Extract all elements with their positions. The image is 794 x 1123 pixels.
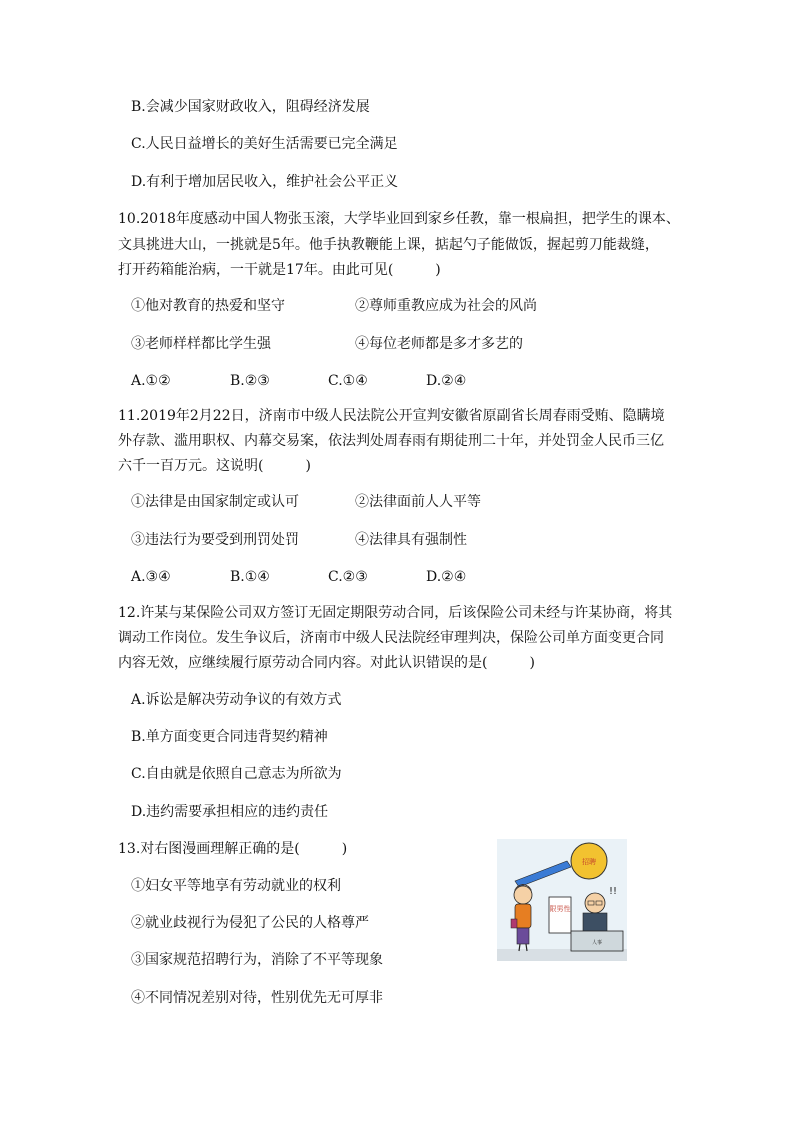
q11-item-3: ③违法行为要受到刑罚处罚 <box>131 532 299 548</box>
q9-option-c: C.人民日益增长的美好生活需要已完全满足 <box>131 136 398 152</box>
q11-stem-line-1: 11.2019年2月22日，济南市中级人民法院公开宣判安徽省原副省长周春雨受贿、隐瞒境 <box>118 408 665 424</box>
q12-stem-line-3: 内容无效，应继续履行原劳动合同内容。对此认识错误的是( ) <box>118 655 535 671</box>
q11-choice-c: C.②③ <box>328 569 368 585</box>
q12-stem-line-2: 调动工作岗位。发生争议后，济南市中级人民法院经审理判决，保险公司单方面变更合同 <box>118 630 664 646</box>
q11-item-4: ④法律具有强制性 <box>355 532 467 548</box>
q12-stem-line-1: 12.许某与某保险公司双方签订无固定期限劳动合同，后该保险公司未经与许某协商，将其 <box>118 605 673 621</box>
q11-stem-line-2: 外存款、滥用职权、内幕交易案，依法判处周春雨有期徒刑二十年，并处罚金人民币三亿 <box>118 433 664 449</box>
q12-option-d: D.违约需要承担相应的违约责任 <box>131 804 329 820</box>
q13-item-1: ①妇女平等地享有劳动就业的权利 <box>131 878 341 894</box>
q10-choice-d: D.②④ <box>426 373 467 389</box>
q10-choice-a: A.①② <box>131 373 171 389</box>
woman-head <box>514 886 532 904</box>
q10-item-2: ②尊师重教应成为社会的风尚 <box>355 298 537 314</box>
svg-text:!!: !! <box>609 886 618 897</box>
restriction-sign <box>549 897 571 933</box>
q10-stem-line-1: 10.2018年度感动中国人物张玉滚，大学毕业回到家乡任教，靠一根扁担，把学生的课本、 <box>118 211 680 227</box>
q11-item-1: ①法律是由国家制定或认可 <box>131 494 299 510</box>
q11-stem-line-3: 六千一百万元。这说明( ) <box>118 458 311 474</box>
q13-item-2: ②就业歧视行为侵犯了公民的人格尊严 <box>131 915 369 931</box>
q11-choice-d: D.②④ <box>426 569 467 585</box>
q10-item-1: ①他对教育的热爱和坚守 <box>131 298 285 314</box>
q9-option-d: D.有利于增加居民收入，维护社会公平正义 <box>131 174 399 190</box>
q11-item-2: ②法律面前人人平等 <box>355 494 481 510</box>
q11-choice-b: B.①④ <box>230 569 270 585</box>
q12-option-c: C.自由就是依照自己意志为所欲为 <box>131 766 342 782</box>
q10-stem-line-2: 文具挑进大山，一挑就是5年。他手执教鞭能上课，掂起勺子能做饭，握起剪刀能裁缝， <box>118 237 659 253</box>
q10-item-4: ④每位老师都是多才多艺的 <box>355 336 523 352</box>
q13-item-4: ④不同情况差别对待，性别优先无可厚非 <box>131 990 383 1006</box>
woman-body <box>515 904 531 928</box>
q12-option-a: A.诉讼是解决劳动争议的有效方式 <box>131 692 342 708</box>
q13-item-3: ③国家规范招聘行为，消除了不平等现象 <box>131 952 383 968</box>
desk-label: 人事 <box>591 940 603 946</box>
board-title: 招聘 <box>582 858 596 866</box>
q9-option-b: B.会减少国家财政收入，阻碍经济发展 <box>131 99 370 115</box>
q10-stem-line-3: 打开药箱能治病，一干就是17年。由此可见( ) <box>118 262 441 278</box>
q11-choice-a: A.③④ <box>131 569 171 585</box>
sign-text: 限男性 <box>549 905 571 913</box>
q10-item-3: ③老师样样都比学生强 <box>131 336 271 352</box>
q10-choice-c: C.①④ <box>328 373 368 389</box>
cartoon-illustration <box>497 839 627 961</box>
handbag-icon <box>511 919 517 928</box>
q13-stem: 13.对右图漫画理解正确的是( ) <box>118 841 348 857</box>
q12-option-b: B.单方面变更合同违背契约精神 <box>131 729 328 745</box>
q10-choice-b: B.②③ <box>230 373 270 389</box>
